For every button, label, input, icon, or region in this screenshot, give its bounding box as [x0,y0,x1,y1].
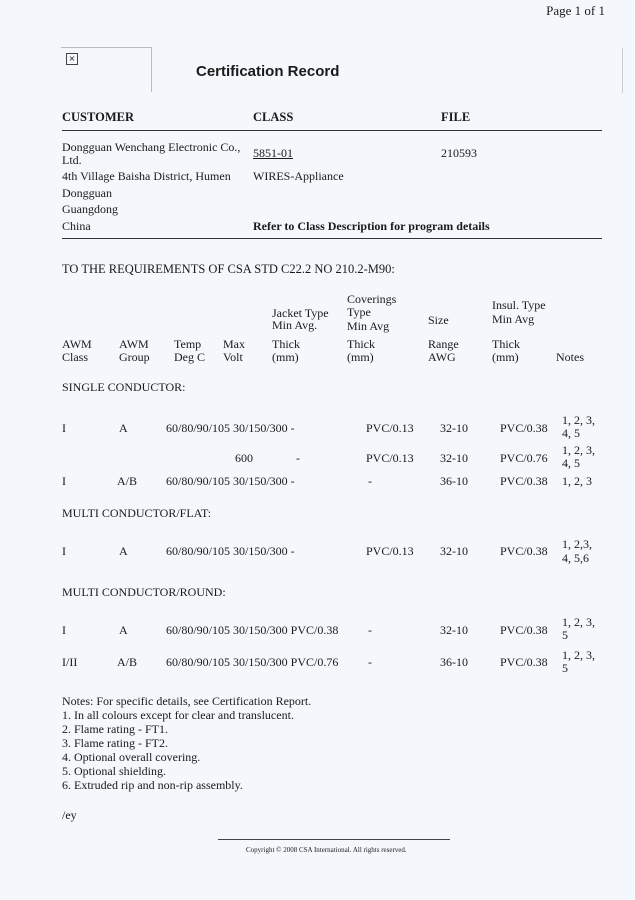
row-temp-volt: 60/80/90/105 30/150/300 - [166,474,295,488]
customer-name-line1: Dongguan Wenchang Electronic Co., [62,140,241,154]
row-notes-line1: 1, 2, 3, [562,648,595,662]
awm-group-header-line1: AWM [119,337,149,351]
customer-header: CUSTOMER [62,110,135,124]
row-size: 36-10 [440,474,468,488]
row-size: 32-10 [440,544,468,558]
temp-header-line1: Temp [174,337,202,351]
requirements-line: TO THE REQUIREMENTS OF CSA STD C22.2 NO 210.2-M90: [62,262,395,276]
insul-header-line1: Insul. Type [492,298,546,312]
note-item: 3. Flame rating - FT2. [62,736,168,750]
row-temp-volt: 60/80/90/105 30/150/300 - [166,421,295,435]
row-insulation: PVC/0.38 [500,544,548,558]
note-item: 2. Flame rating - FT1. [62,722,168,736]
row-class: I [62,544,66,558]
size-header: Size [428,313,449,327]
page-number: Page 1 of 1 [546,3,605,18]
awm-class-header-line1: AWM [62,337,92,351]
section-label: MULTI CONDUCTOR/FLAT: [62,506,212,520]
row-group: A [119,544,128,558]
customer-address: 4th Village Baisha District, Humen [62,169,231,183]
row-covering: - [368,474,372,488]
volt-header-line1: Max [223,337,245,351]
row-covering: - [368,655,372,669]
insul-header-line2: Min Avg [492,312,535,326]
note-item: 5. Optional shielding. [62,764,166,778]
jacket-thick-header-line1: Thick [272,337,300,351]
cover-thick-header-line2: (mm) [347,350,374,364]
row-covering: PVC/0.13 [366,451,414,465]
awm-group-header-line2: Group [119,350,150,364]
cover-thick-header-line1: Thick [347,337,375,351]
footer-divider [218,839,450,840]
row-notes-line1: 1, 2, 3, [562,443,595,457]
row-group: A [119,623,128,637]
row-group: A/B [117,655,138,669]
section-label: MULTI CONDUCTOR/ROUND: [62,585,226,599]
coverings-header-line3: Min Avg [347,319,390,333]
row-insulation: PVC/0.38 [500,623,548,637]
row-insulation: PVC/0.38 [500,655,548,669]
note-item: 6. Extruded rip and non-rip assembly. [62,778,243,792]
row-notes-line2: 4, 5 [562,426,580,440]
class-description-note: Refer to Class Description for program details [253,219,490,233]
block-divider [62,238,602,239]
note-item: 4. Optional overall covering. [62,750,201,764]
row-notes-line2: 4, 5,6 [562,551,589,565]
row-temp-volt: 60/80/90/105 30/150/300 PVC/0.76 [166,655,339,669]
file-header: FILE [441,110,471,124]
row-class: I [62,623,66,637]
volt-header-line2: Volt [223,350,243,364]
notes-header: Notes [556,350,584,364]
customer-name-line2: Ltd. [62,153,82,167]
page-title: Certification Record [196,63,340,80]
row-class: I [62,474,66,488]
customer-province: Guangdong [62,202,118,216]
row-insulation: PVC/0.38 [500,421,548,435]
row-notes-line2: 5 [562,661,568,675]
range-header-line2: AWG [428,350,456,364]
section-label: SINGLE CONDUCTOR: [62,380,186,394]
row-notes-line1: 1, 2, 3 [562,474,592,488]
row-covering: - [368,623,372,637]
row-class: I/II [62,655,78,669]
row-jacket: - [296,451,300,465]
row-covering: PVC/0.13 [366,421,414,435]
row-temp-volt: 60/80/90/105 30/150/300 PVC/0.38 [166,623,339,637]
jacket-header-line2: Min Avg. [272,318,318,332]
jacket-thick-header-line2: (mm) [272,350,299,364]
class-header: CLASS [253,110,294,124]
customer-city: Dongguan [62,186,112,200]
header-divider [62,130,602,131]
row-size: 36-10 [440,655,468,669]
class-name: WIRES-Appliance [253,169,344,183]
row-notes-line1: 1, 2, 3, [562,413,595,427]
customer-country: China [62,219,91,233]
broken-image-icon: × [66,53,78,65]
row-notes-line1: 1, 2,3, [562,537,592,551]
temp-header-line2: Deg C [174,350,205,364]
insul-thick-header-line1: Thick [492,337,520,351]
row-size: 32-10 [440,421,468,435]
row-volt: 600 [235,451,253,465]
jacket-header-line1: Jacket Type [272,306,329,320]
row-notes-line1: 1, 2, 3, [562,615,595,629]
range-header-line1: Range [428,337,459,351]
file-number: 210593 [441,146,477,160]
row-group: A/B [117,474,138,488]
row-insulation: PVC/0.76 [500,451,548,465]
copyright: Copyright © 2008 CSA International. All rights reserved. [246,846,407,854]
coverings-header-line1: Coverings [347,292,397,306]
row-class: I [62,421,66,435]
row-insulation: PVC/0.38 [500,474,548,488]
row-size: 32-10 [440,451,468,465]
row-notes-line2: 4, 5 [562,456,580,470]
row-size: 32-10 [440,623,468,637]
notes-heading: Notes: For specific details, see Certification Report. [62,694,312,708]
row-temp-volt: 60/80/90/105 30/150/300 - [166,544,295,558]
row-covering: PVC/0.13 [366,544,414,558]
decorative-divider [600,48,623,93]
awm-class-header-line2: Class [62,350,89,364]
row-group: A [119,421,128,435]
note-item: 1. In all colours except for clear and translucent. [62,708,294,722]
initials: /ey [62,808,77,822]
insul-thick-header-line2: (mm) [492,350,519,364]
class-number[interactable]: 5851-01 [253,146,293,160]
row-notes-line2: 5 [562,628,568,642]
coverings-header-line2: Type [347,305,371,319]
